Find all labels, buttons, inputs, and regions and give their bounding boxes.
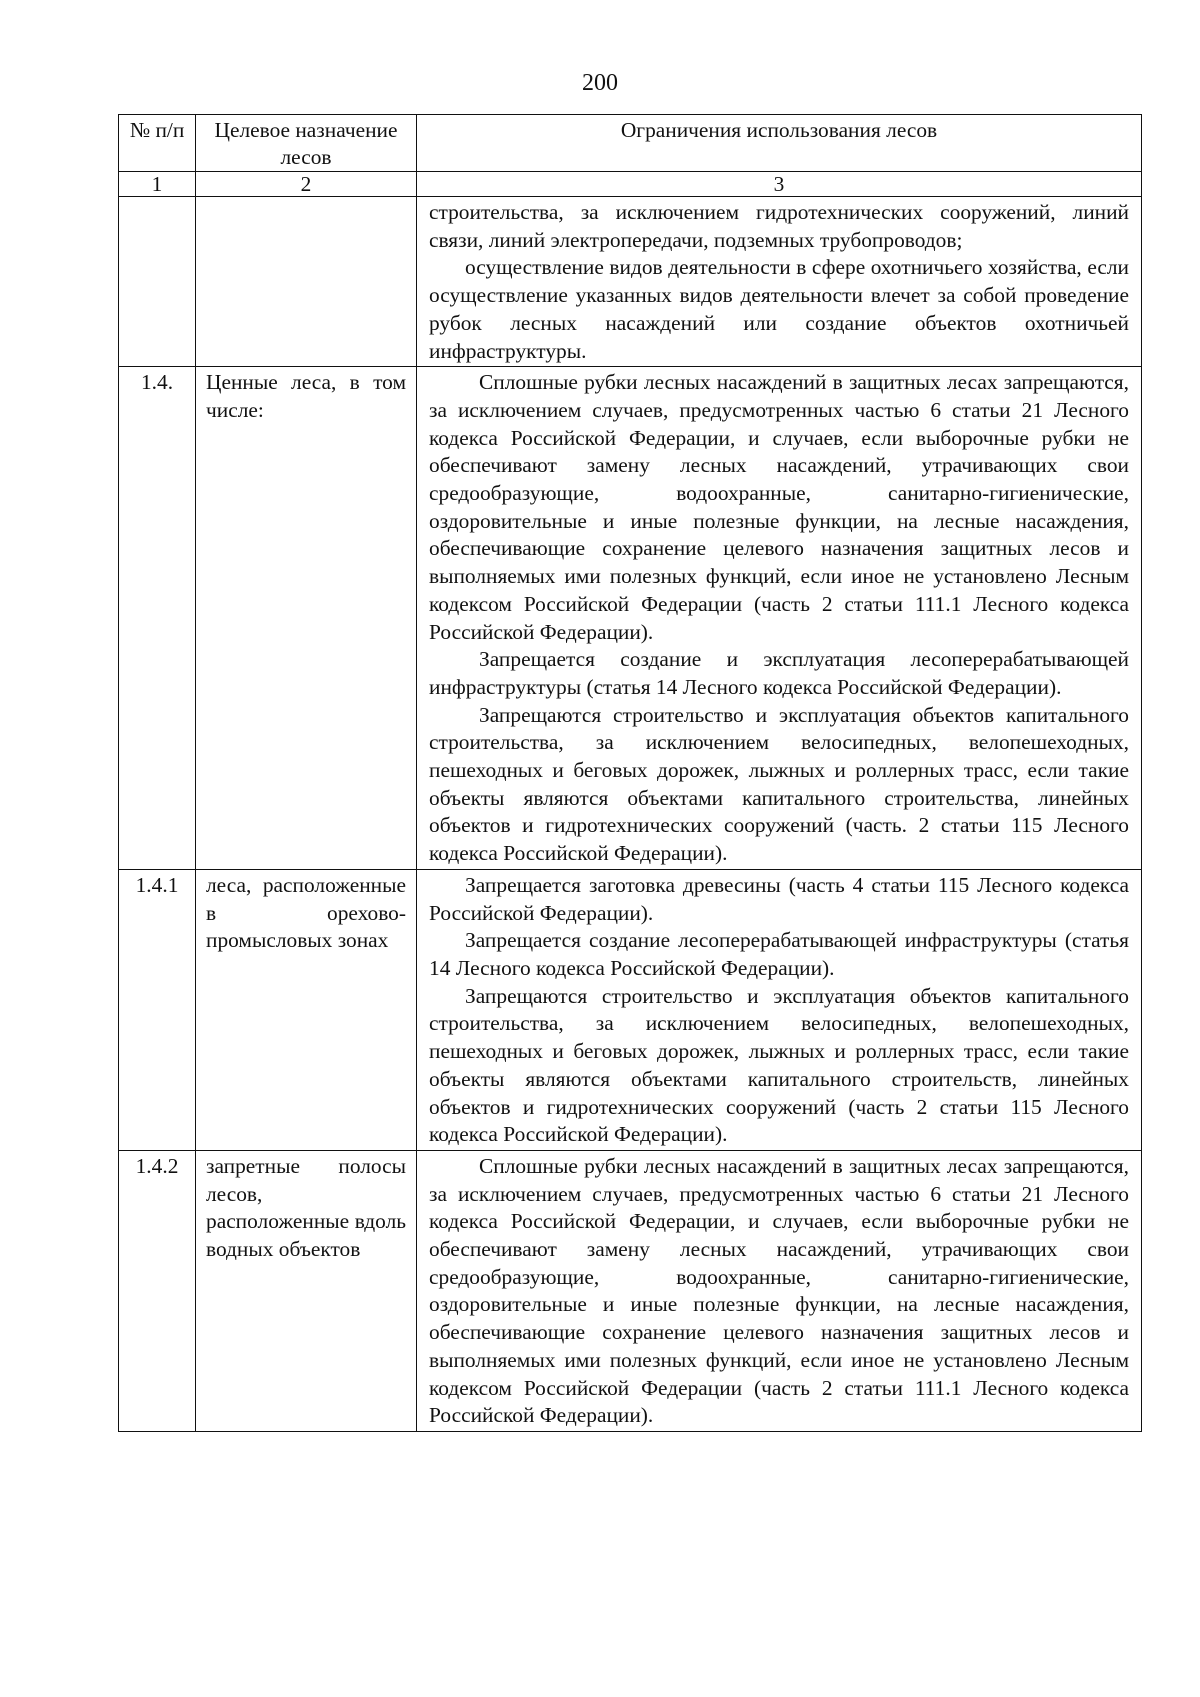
row-restrictions	[417, 367, 1142, 870]
restriction-paragraph: Запрещаются строительство и эксплуатация объектов капитального строительства, за исключением велосипедных, велопешеходных, пешеходных и беговых дорожек, лыжных и роллерных трасс, если такие объекты являются объектами капитального строительств, линейных объектов и гидротехнических сооружений (часть 2 статьи 115 Лесного кодекса Российской Федерации).	[429, 983, 1129, 1147]
table-row	[119, 197, 1142, 367]
restriction-paragraph: строительства, за исключением гидротехнических сооружений, линий связи, линий электропередачи, подземных трубопроводов;	[429, 200, 1129, 252]
row-restrictions	[417, 197, 1142, 367]
row-purpose: Ценные леса, в том числе:	[196, 367, 417, 870]
header-restrictions: Ограничения использования лесов	[417, 115, 1142, 172]
table-header-row	[119, 115, 1142, 172]
row-number: 1.4.	[119, 367, 196, 870]
column-number: 1	[119, 172, 196, 197]
column-number-row	[119, 172, 1142, 197]
table-row	[119, 869, 1142, 1150]
row-restrictions	[417, 1150, 1142, 1431]
header-purpose: Целевое назначение лесов	[196, 115, 417, 172]
column-number: 3	[417, 172, 1142, 197]
restriction-paragraph: Запрещается заготовка древесины (часть 4 статьи 115 Лесного кодекса Российской Федерации).	[429, 872, 1129, 925]
column-number: 2	[196, 172, 417, 197]
table-row	[119, 1150, 1142, 1431]
page-number: 200	[582, 70, 618, 96]
restriction-paragraph: Запрещаются строительство и эксплуатация объектов капитального строительства, за исключением велосипедных, велопешеходных, пешеходных и беговых дорожек, лыжных и роллерных трасс, если такие объекты являются объектами капитального строительства, линейных объектов и гидротехнических сооружений (часть. 2 статьи 115 Лесного кодекса Российской Федерации).	[429, 702, 1129, 866]
row-purpose: запретные полосы лесов, расположенные вдоль водных объектов	[196, 1150, 417, 1431]
restriction-paragraph: Сплошные рубки лесных насаждений в защитных лесах запрещаются, за исключением случаев, предусмотренных частью 6 статьи 21 Лесного кодекса Российской Федерации, и случаев, если выборочные рубки не обеспечивают замену лесных насаждений, утрачивающих свои средообразующие, водоохранные, санитарно-гигиенические, оздоровительные и иные полезные функции, на лесные насаждения, обеспечивающие сохранение целевого назначения защитных лесов и выполняемых ими полезных функций, если иное не установлено Лесным кодексом Российской Федерации (часть 2 статьи 111.1 Лесного кодекса Российской Федерации).	[429, 1153, 1129, 1428]
restriction-paragraph: Запрещается создание лесоперерабатывающей инфраструктуры (статья 14 Лесного кодекса Российской Федерации).	[429, 928, 1129, 980]
restrictions-table	[118, 114, 1142, 1432]
header-number: № п/п	[119, 115, 196, 172]
row-purpose: леса, расположенные в орехово-промысловых зонах	[196, 869, 417, 1150]
row-number	[119, 197, 196, 367]
row-restrictions	[417, 869, 1142, 1150]
row-number: 1.4.1	[119, 869, 196, 1150]
restriction-paragraph: Запрещается создание и эксплуатация лесоперерабатывающей инфраструктуры (статья 14 Лесного кодекса Российской Федерации).	[429, 647, 1129, 699]
table-row	[119, 367, 1142, 870]
row-purpose	[196, 197, 417, 367]
restriction-paragraph: Сплошные рубки лесных насаждений в защитных лесах запрещаются, за исключением случаев, предусмотренных частью 6 статьи 21 Лесного кодекса Российской Федерации, и случаев, если выборочные рубки не обеспечивают замену лесных насаждений, утрачивающих свои средообразующие, водоохранные, санитарно-гигиенические, оздоровительные и иные полезные функции, на лесные насаждения, обеспечивающие сохранение целевого назначения защитных лесов и выполняемых ими полезных функций, если иное не установлено Лесным кодексом Российской Федерации (часть 2 статьи 111.1 Лесного кодекса Российской Федерации).	[429, 370, 1129, 644]
row-number: 1.4.2	[119, 1150, 196, 1431]
restriction-paragraph: осуществление видов деятельности в сфере охотничьего хозяйства, если осуществление указанных видов деятельности влечет за собой проведение рубок лесных насаждений или создание объектов охотничьей инфраструктуры.	[429, 255, 1129, 363]
